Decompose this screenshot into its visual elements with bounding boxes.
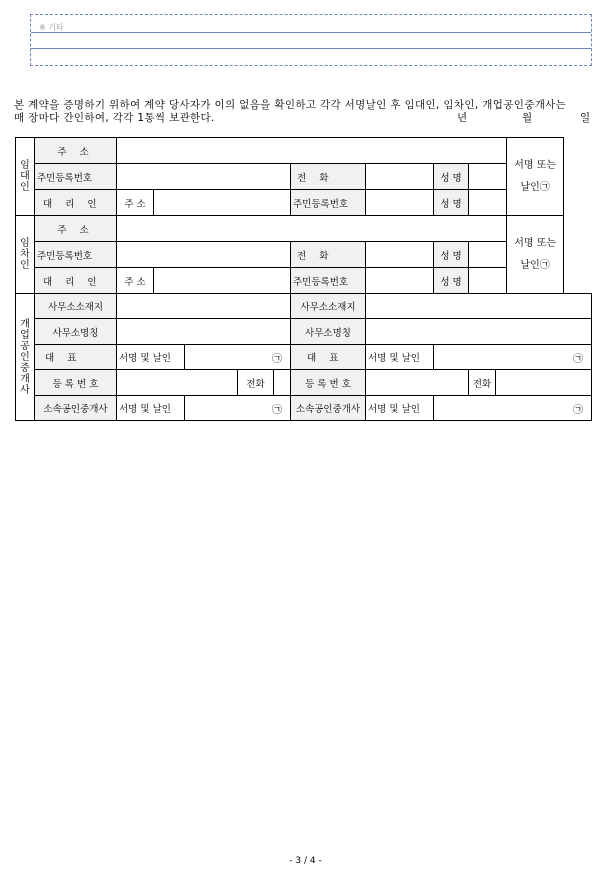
broker2-reg-field[interactable] [366,370,469,396]
tenant-rrn-label: 주민등록번호 [35,242,117,268]
broker1-office-name-field[interactable] [117,319,291,345]
broker2-affiliated-seal[interactable]: ㉠ [434,396,592,421]
landlord-agent-address-label: 주 소 [117,190,154,216]
landlord-agent-name-label: 성 명 [434,190,469,216]
broker1-affiliated-seal[interactable]: ㉠ [185,396,291,421]
tenant-agent-name-label: 성 명 [434,268,469,294]
tenant-phone-label: 전 화 [291,242,366,268]
intro-line-2: 매 장마다 간인하여, 각각 1통씩 보관한다. [14,112,215,124]
tenant-agent-label: 대 리 인 [35,268,117,294]
tenant-name-field[interactable] [469,242,507,268]
broker1-office-name-label: 사무소명칭 [35,319,117,345]
landlord-agent-rrn-label: 주민등록번호 [291,190,366,216]
broker2-phone-label: 전화 [469,370,496,396]
broker1-reg-label: 등 록 번 호 [35,370,117,396]
tenant-name-label: 성 명 [434,242,469,268]
broker2-affiliated-sign-label: 서명 및 날인 [366,396,434,421]
notes-line [31,48,591,49]
page-number: - 3 / 4 - [289,856,322,866]
broker2-rep-label: 대 표 [291,345,366,370]
broker2-reg-label: 등 록 번 호 [291,370,366,396]
tenant-rrn-field[interactable] [117,242,291,268]
broker2-office-name-label: 사무소명칭 [291,319,366,345]
landlord-name-field[interactable] [469,164,507,190]
landlord-phone-field[interactable] [366,164,434,190]
broker-group-label: 개 업 공 인 중 개 사 [16,294,35,421]
landlord-agent-rrn-field[interactable] [366,190,434,216]
date-year: 년 [457,112,468,124]
landlord-agent-address-field[interactable] [154,190,291,216]
landlord-group-label: 임 대 인 [16,138,35,216]
broker1-office-address-field[interactable] [117,294,291,319]
tenant-group-label: 임 차 인 [16,216,35,294]
broker2-affiliated-label: 소속공인중개사 [291,396,366,421]
broker2-office-name-field[interactable] [366,319,592,345]
signature-table [15,137,592,421]
intro-line-1: 본 계약을 증명하기 위하여 계약 당사자가 이의 없음을 확인하고 각각 서명날인 후 임대인, 임차인, 개업공인중개사는 [14,99,567,111]
landlord-stamp: 서명 또는 날인㉠ [507,138,564,216]
landlord-name-label: 성 명 [434,164,469,190]
landlord-phone-label: 전 화 [291,164,366,190]
landlord-address-field[interactable] [117,138,507,164]
tenant-stamp: 서명 또는 날인㉠ [507,216,564,294]
tenant-address-label: 주 소 [35,216,117,242]
notes-label: ※ 기타 [39,23,64,32]
broker2-office-address-field[interactable] [366,294,592,319]
broker1-affiliated-sign-label: 서명 및 날인 [117,396,185,421]
broker1-reg-field[interactable] [117,370,238,396]
broker1-rep-label: 대 표 [35,345,117,370]
broker1-rep-seal[interactable]: ㉠ [185,345,291,370]
broker1-phone-field[interactable] [274,370,291,396]
tenant-phone-field[interactable] [366,242,434,268]
landlord-agent-label: 대 리 인 [35,190,117,216]
date-month: 월 [522,112,533,124]
landlord-rrn-label: 주민등록번호 [35,164,117,190]
broker2-rep-seal[interactable]: ㉠ [434,345,592,370]
notes-line [31,32,591,33]
landlord-rrn-field[interactable] [117,164,291,190]
landlord-address-label: 주 소 [35,138,117,164]
broker2-phone-field[interactable] [496,370,592,396]
tenant-agent-rrn-label: 주민등록번호 [291,268,366,294]
tenant-agent-address-field[interactable] [154,268,291,294]
tenant-agent-rrn-field[interactable] [366,268,434,294]
broker2-rep-sign-label: 서명 및 날인 [366,345,434,370]
broker1-office-address-label: 사무소소재지 [35,294,117,319]
date-day: 일 [580,112,591,124]
intro-text [14,99,594,125]
broker2-office-address-label: 사무소소재지 [291,294,366,319]
tenant-address-field[interactable] [117,216,507,242]
tenant-agent-address-label: 주 소 [117,268,154,294]
broker1-rep-sign-label: 서명 및 날인 [117,345,185,370]
broker1-phone-label: 전화 [238,370,274,396]
tenant-agent-name-field[interactable] [469,268,507,294]
notes-box [30,14,592,66]
broker1-affiliated-label: 소속공인중개사 [35,396,117,421]
landlord-agent-name-field[interactable] [469,190,507,216]
